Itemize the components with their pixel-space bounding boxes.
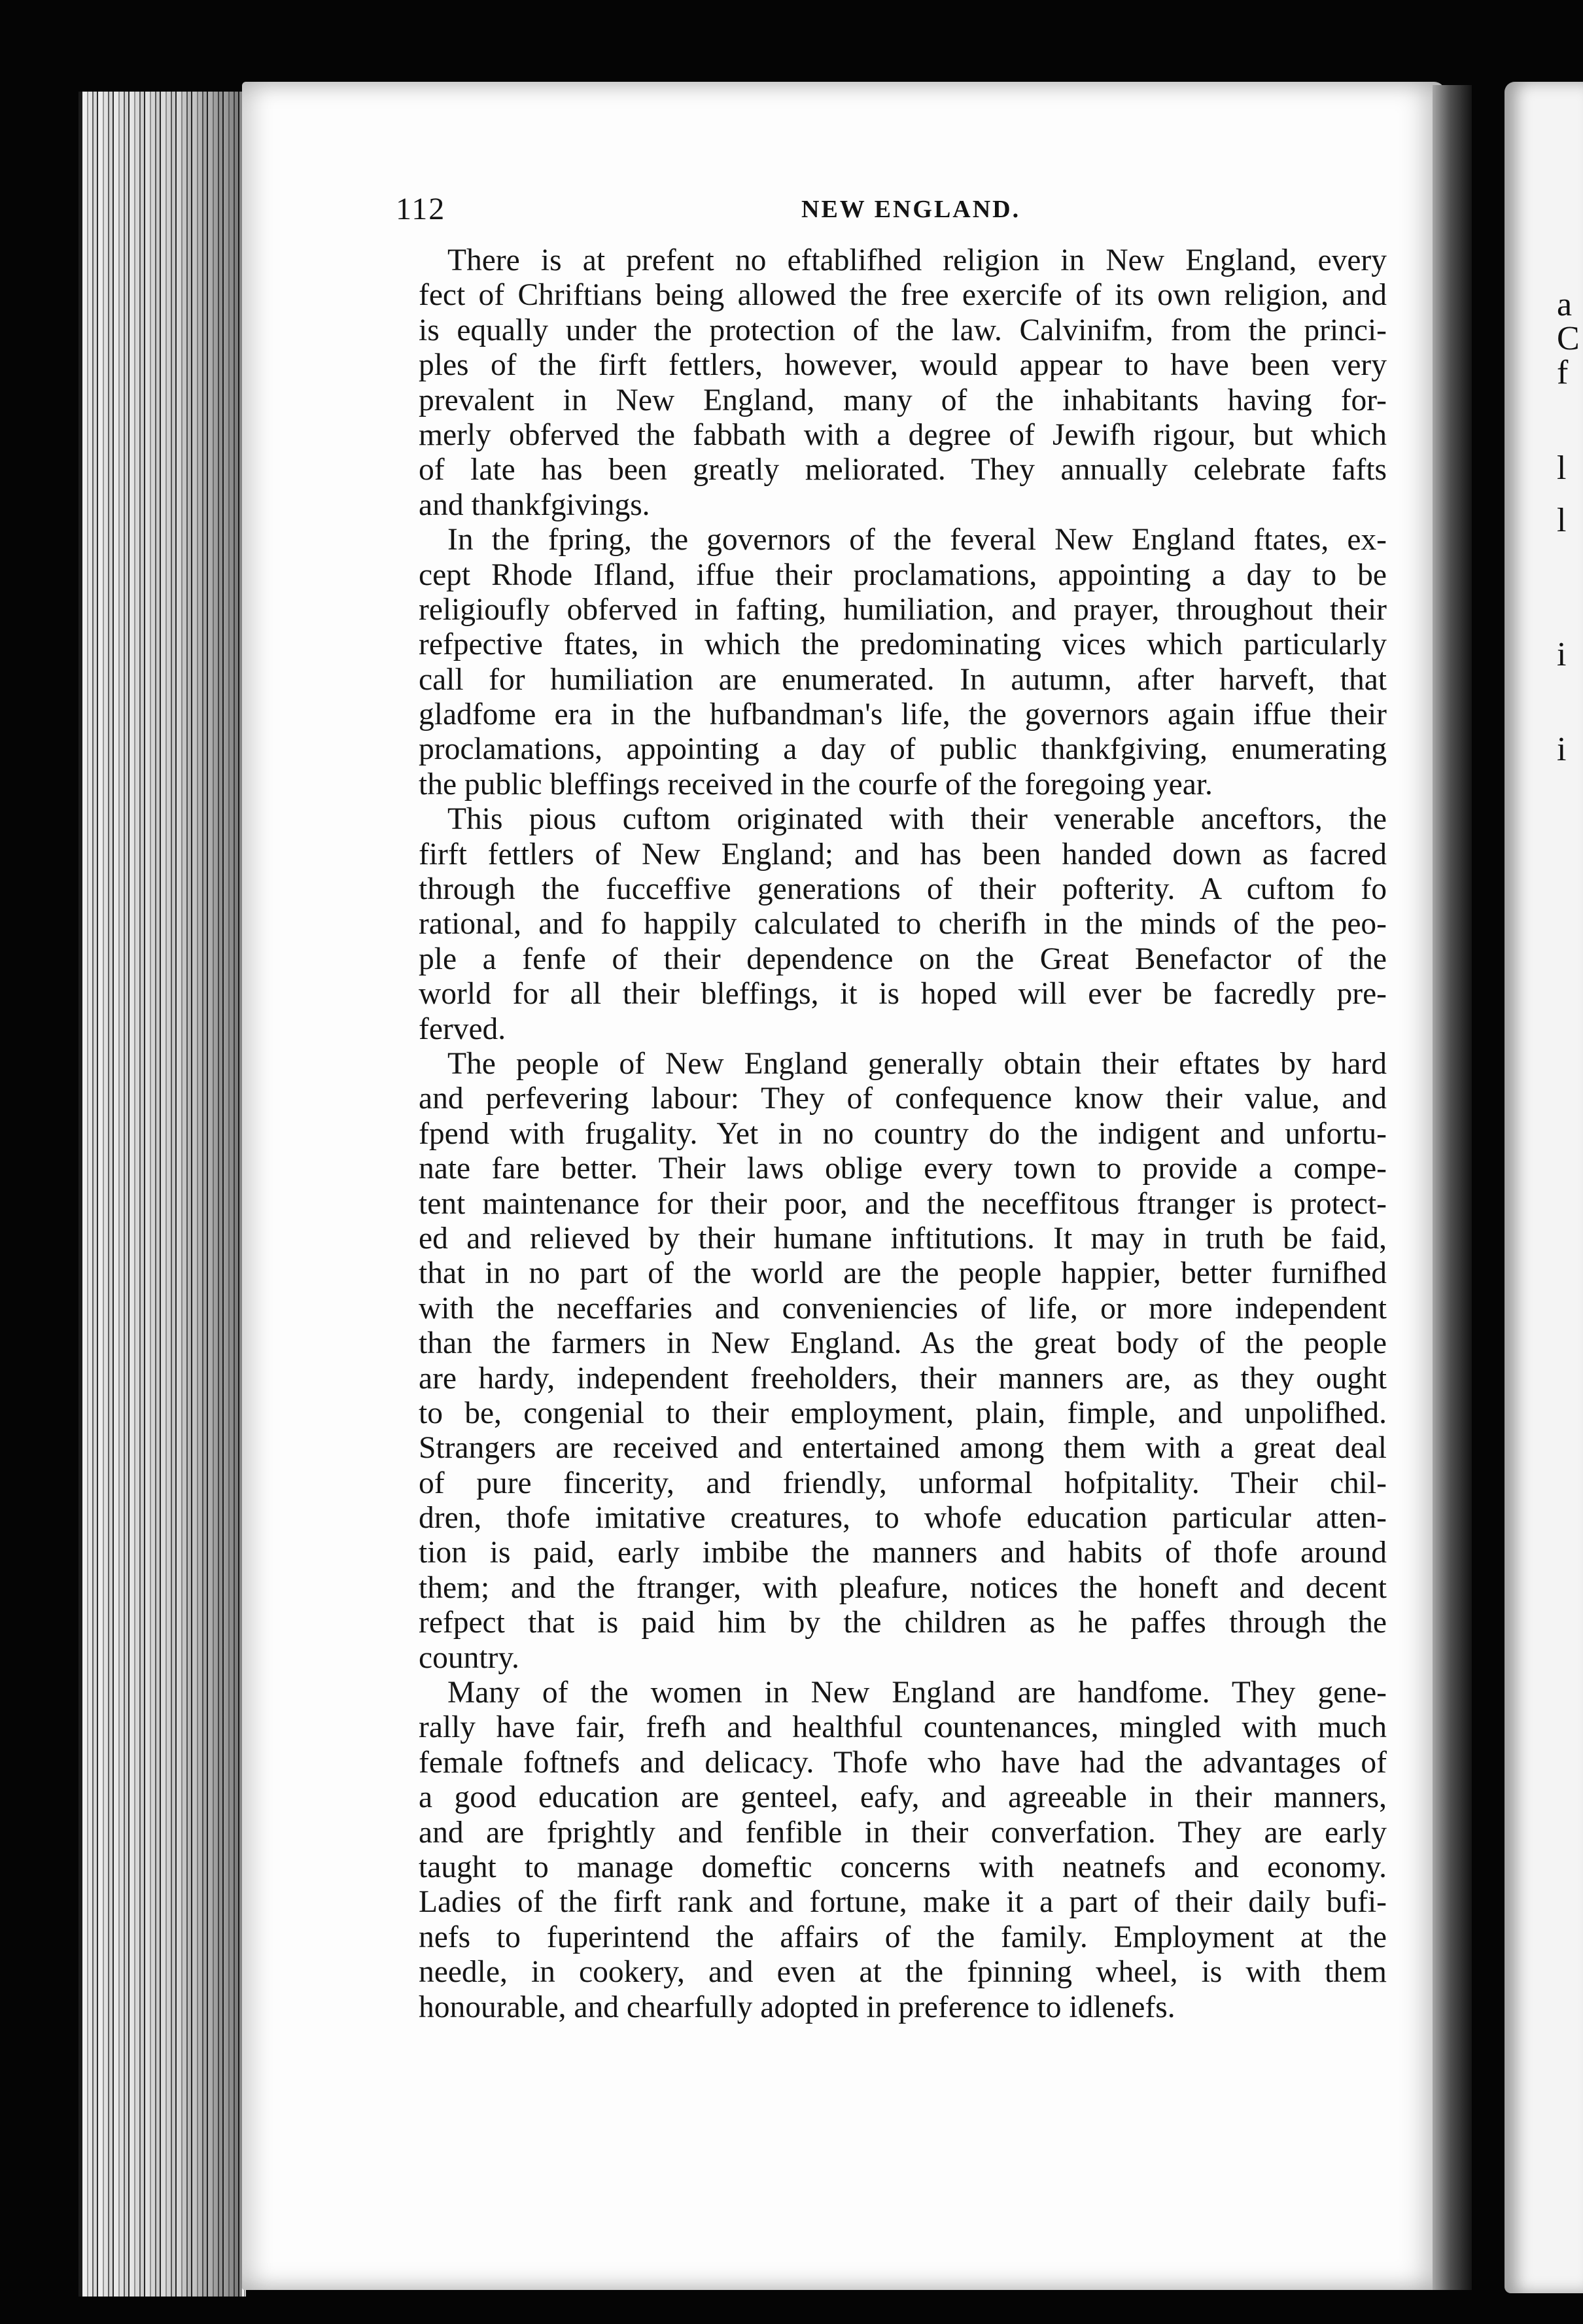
- text-line: firft fettlers of New England; and has been handed down as facred: [419, 837, 1387, 872]
- text-line: is equally under the protection of the law. Calvinifm, from the princi-: [419, 313, 1387, 347]
- text-line: prevalent in New England, many of the inhabitants having for-: [419, 383, 1387, 417]
- page-edges-shadow: [78, 92, 242, 2297]
- page-number: 112: [396, 192, 446, 226]
- text-line: Many of the women in New England are handfome. They gene-: [447, 1676, 1387, 1710]
- text-line: them; and the ftranger, with pleafure, notices the honeft and decent: [419, 1570, 1387, 1605]
- facing-letter: l: [1557, 449, 1567, 487]
- running-head: NEW ENGLAND.: [801, 196, 1021, 223]
- paragraph: [419, 802, 1387, 1047]
- text-line: There is at prefent no eftablifhed religion in New England, every: [447, 243, 1387, 277]
- text-line: and perfevering labour: They of confequence know their value, and: [419, 1082, 1387, 1116]
- text-line: through the fucceffive generations of their pofterity. A cuftom fo: [419, 872, 1387, 907]
- text-line: This pious cuftom originated with their venerable anceftors, the: [447, 802, 1387, 837]
- text-line: honourable, and chearfully adopted in preference to idlenefs.: [419, 1990, 1175, 2024]
- text-line: rally have fair, frefh and healthful countenances, mingled with much: [419, 1710, 1387, 1745]
- text-line: Strangers are received and entertained among them with a great deal: [419, 1431, 1387, 1466]
- text-line: ples of the firft fettlers, however, would appear to have been very: [419, 348, 1387, 383]
- text-line: gladfome era in the hufbandman's life, the governors again iffue their: [419, 697, 1387, 732]
- facing-letter: i: [1557, 731, 1567, 768]
- text-line: cept Rhode Ifland, iffue their proclamations, appointing a day to be: [419, 557, 1387, 592]
- text-line: merly obferved the fabbath with a degree of Jewifh rigour, but which: [419, 417, 1387, 452]
- text-line: and are fprightly and fenfible in their converfation. They are early: [419, 1815, 1387, 1850]
- text-line: proclamations, appointing a day of public thankfgiving, enumerating: [419, 732, 1387, 767]
- text-line: rational, and fo happily calculated to cherifh in the minds of the peo-: [419, 907, 1387, 942]
- text-line: country.: [419, 1640, 519, 1675]
- text-line: call for humiliation are enumerated. In autumn, after harveft, that: [419, 662, 1387, 697]
- text-line: nate fare better. Their laws oblige every town to provide a compe-: [419, 1152, 1387, 1186]
- text-line: fect of Chriftians being allowed the free exercife of its own religion, and: [419, 278, 1387, 313]
- text-line: of pure fincerity, and friendly, unformal hofpitality. Their chil-: [419, 1466, 1387, 1500]
- book-gutter: [1433, 85, 1472, 2290]
- text-line: taught to manage domeftic concerns with neatnefs and economy.: [419, 1850, 1387, 1884]
- text-line: ple a fenfe of their dependence on the Great Benefactor of the: [419, 942, 1387, 976]
- text-line: refpect that is paid him by the children as he paffes through the: [419, 1606, 1387, 1640]
- paragraph: [419, 523, 1387, 802]
- text-line: are hardy, independent freeholders, their manners are, as they ought: [419, 1361, 1387, 1396]
- text-line: that in no part of the world are the people happier, better furnifhed: [419, 1256, 1387, 1291]
- text-line: tion is paid, early imbibe the manners and habits of thofe around: [419, 1536, 1387, 1570]
- facing-page-fragment: [1505, 82, 1583, 2293]
- facing-letter: i: [1557, 636, 1567, 673]
- text-line: and thankfgivings.: [419, 487, 650, 522]
- text-line: religioufly obferved in fafting, humiliation, and prayer, throughout their: [419, 592, 1387, 627]
- facing-letter: C: [1557, 320, 1580, 357]
- text-line: The people of New England generally obtain their eftates by hard: [447, 1046, 1387, 1081]
- text-line: than the farmers in New England. As the great body of the people: [419, 1326, 1387, 1361]
- text-line: nefs to fuperintend the affairs of the family. Employment at the: [419, 1920, 1387, 1954]
- paragraph: [419, 1676, 1387, 2025]
- text-line: tent maintenance for their poor, and the neceffitous ftranger is protect-: [419, 1186, 1387, 1221]
- text-line: the public bleffings received in the courfe of the foregoing year.: [419, 767, 1213, 801]
- text-line: of late has been greatly meliorated. They annually celebrate fafts: [419, 453, 1387, 487]
- text-line: female foftnefs and delicacy. Thofe who have had the advantages of: [419, 1745, 1387, 1780]
- text-line: needle, in cookery, and even at the fpinning wheel, is with them: [419, 1955, 1387, 1990]
- facing-letter: l: [1557, 502, 1567, 539]
- facing-letter: f: [1557, 354, 1569, 391]
- text-line: fpend with frugality. Yet in no country do the indigent and unfortu-: [419, 1116, 1387, 1151]
- text-line: Ladies of the firft rank and fortune, make it a part of their daily bufi-: [419, 1885, 1387, 1920]
- text-line: world for all their bleffings, it is hoped will ever be facredly pre-: [419, 977, 1387, 1012]
- text-line: ed and relieved by their humane inftitutions. It may in truth be faid,: [419, 1221, 1387, 1256]
- paragraph: [419, 243, 1387, 523]
- text-line: ferved.: [419, 1012, 506, 1046]
- body-text: [419, 243, 1387, 2025]
- text-line: dren, thofe imitative creatures, to whofe education particular atten-: [419, 1501, 1387, 1536]
- paragraph: [419, 1047, 1387, 1676]
- text-line: a good education are genteel, eafy, and agreeable in their manners,: [419, 1780, 1387, 1815]
- text-line: In the fpring, the governors of the feveral New England ftates, ex-: [447, 523, 1387, 557]
- text-line: to be, congenial to their employment, plain, fimple, and unpolifhed.: [419, 1396, 1387, 1430]
- facing-letter: a: [1557, 286, 1573, 323]
- text-line: refpective ftates, in which the predominating vices which particularly: [419, 627, 1387, 662]
- text-line: with the neceffaries and conveniencies of life, or more independent: [419, 1291, 1387, 1326]
